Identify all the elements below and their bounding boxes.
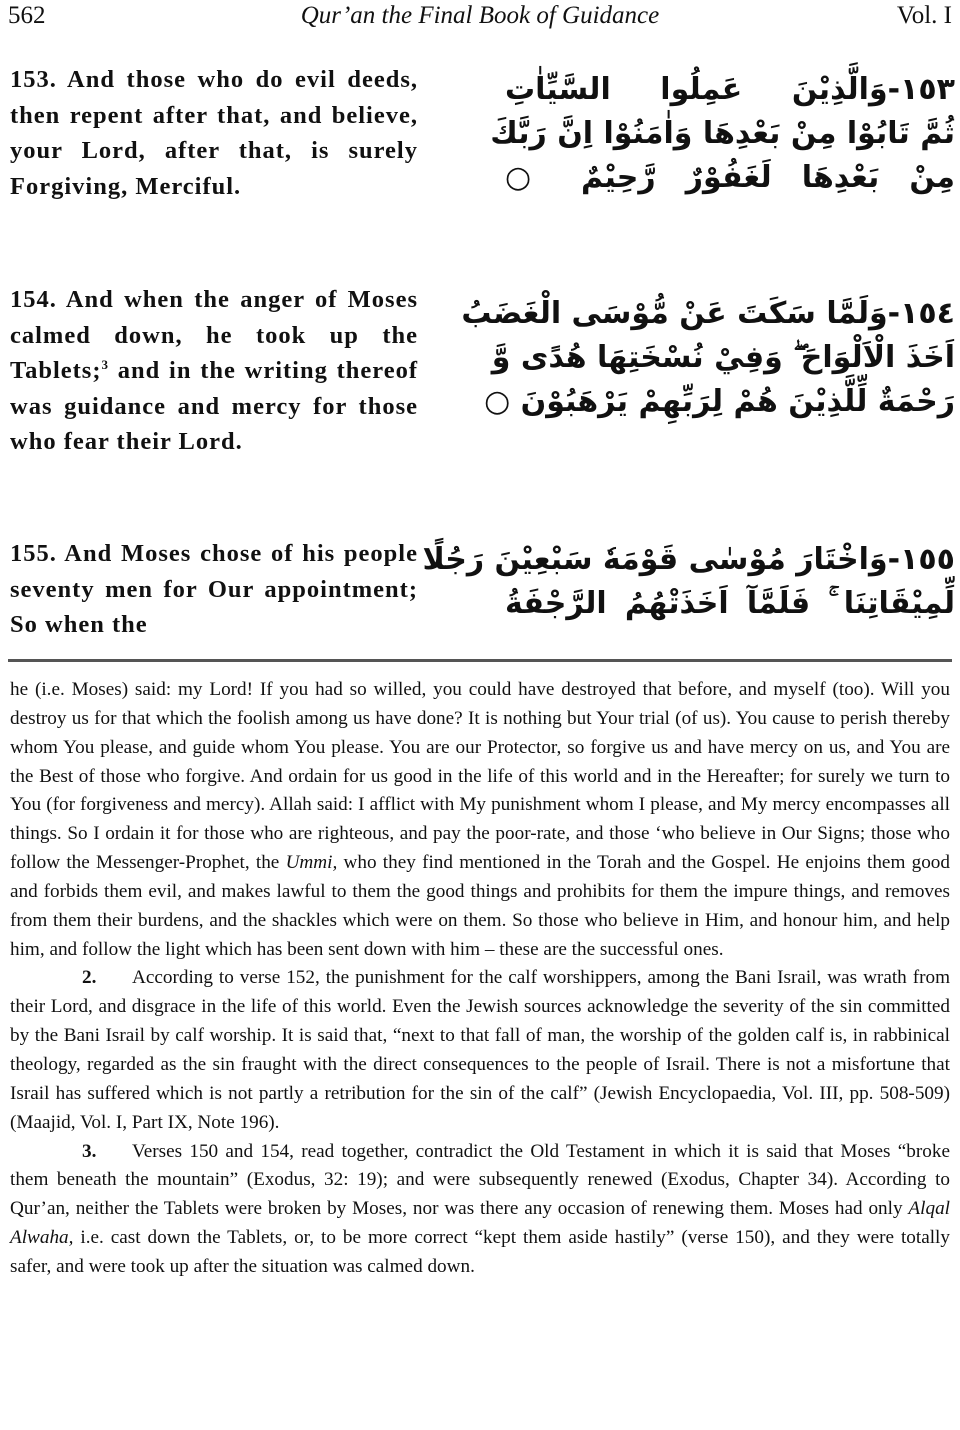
verse-continuation	[10, 676, 950, 964]
continuation-text: he (i.e. Moses) said: my Lord! If you had so willed, you could have destroyed that before, and myself (too). Will you destroy us for that which the foolish among us have done? It is nothing but Your trial (of us). You cause to perish thereby whom You please, and guide whom You please. You are our Protector, so forgive us and have mercy on us, and You are the Best of those who forgive. And ordain for us good in the life of this world and in the Hereafter; for surely we turn to You (for forgiveness and mercy). Allah said: I afflict with My punishment whom I please, and My mercy encompasses all things. So I ordain it for those who are righteous, and pay the poor-rate, and those ‘who believe in Our Signs; those who follow the Messenger-Prophet, the	[10, 679, 950, 874]
arabic-line: مِنْ بَعْدِهَا لَغَفُوْرٌ رَّحِيْمٌ ○	[505, 160, 955, 195]
note-text: Verses 150 and 154, read together, contradict the Old Testament in which it is said that Moses “broke them beneath the mountain” (Exodus, 32: 19); and were subsequently renewed (Exodus, Chapter 34). According to Qur’an, neither the Tablets were broken by Moses, nor was there any occasion of renewing them. Moses had only	[10, 1140, 950, 1220]
arabic-line: ١٥٤-وَلَمَّا سَكَتَ عَنْ مُّوْسَى الْغَضَبُ	[461, 296, 955, 331]
arabic-line: اَخَذَ الْاَلْوَاحَ ۖ وَفِيْ نُسْخَتِهَا هُدًى وَّ	[491, 340, 955, 375]
note-3	[10, 1138, 950, 1282]
arabic-line: رَحْمَةٌ لِّلَّذِيْنَ هُمْ لِرَبِّهِمْ يَرْهَبُوْنَ ○	[484, 384, 955, 419]
verse-text-part: and in the writing thereof was guidance and mercy for those who fear their Lord.	[10, 357, 418, 455]
note-text: i.e. cast down the Tablets, or, to be more correct “kept them aside hastily” (verse 150), and they were totally safer, and were took up after the situation was calmed down.	[10, 1227, 950, 1277]
verse-154	[0, 282, 960, 502]
verse-153	[0, 62, 960, 242]
commentary-notes	[10, 676, 950, 1282]
section-divider	[8, 659, 952, 662]
verse-translation	[10, 282, 418, 460]
note-number: 3.	[82, 1140, 97, 1162]
arabic-line: ١٥٥-وَاخْتَارَ مُوْسٰى قَوْمَهٗ سَبْعِيْنَ رَجُلًا	[422, 542, 955, 577]
note-text: According to verse 152, the punishment for the calf worshippers, among the Bani Israil, was wrath from their Lord, and disgrace in the life of this world. Even the Jewish sources acknowledge the severity of the sin committed by the Bani Israil by calf worship. It is said that, “next to that fall of man, the worship of the golden calf is, in rabbinical theology, regarded as the sin fraught with the direct consequences to the people of Israil. There is not a misfortune that Israil has suffered which is not partly a retribution for the sin of the calf” (Jewish Encyclopaedia, Vol. III, pp. 508-509) (Maajid, Vol. I, Part IX, Note 196).	[10, 967, 950, 1133]
continuation-text: who they find mentioned in the Torah and the Gospel. He enjoins them good and forbids them evil, and makes lawful to them the good things and prohibits for them the impure things, and removes from them their burdens, and the shackles which were on them. So those who believe in Him, and honour him, and help him, and follow the light which has been sent down with him – these are the successful ones.	[10, 852, 950, 960]
arabic-line: لِّمِيْقَاتِنَا ۚ فَلَمَّآ اَخَذَتْهُمُ الرَّجْفَةُ	[505, 586, 955, 621]
note-2	[10, 964, 950, 1137]
footnote-reference: 3	[101, 356, 110, 372]
verse-text-part: 154. And when the anger of Moses calmed down, he took up the Tablets;	[10, 286, 418, 384]
page-header	[0, 0, 960, 40]
verse-155	[0, 536, 960, 656]
verse-translation: 153. And those who do evil deeds, then repent after that, and believe, your Lord, after that, is surely Forgiving, Merciful.	[10, 66, 418, 200]
arabic-line: ثُمَّ تَابُوْا مِنْ بَعْدِهَا وَاٰمَنُوْا اِنَّ رَبَّكَ	[490, 116, 955, 151]
verse-arabic	[461, 292, 955, 424]
volume-label: Vol. I	[896, 2, 952, 29]
page-number: 562	[8, 2, 46, 29]
verse-arabic	[422, 538, 955, 626]
italic-term: Alqal Alwaha,	[10, 1198, 950, 1249]
verse-translation: 155. And Moses chose of his people seventy men for Our appointment; So when the	[10, 540, 418, 638]
italic-term: Ummi,	[285, 852, 338, 874]
verse-arabic	[490, 68, 955, 200]
note-number: 2.	[82, 967, 97, 989]
arabic-line: ١٥٣-وَالَّذِيْنَ عَمِلُوا السَّيِّاٰتِ	[505, 72, 955, 107]
book-title: Qur’an the Final Book of Guidance	[300, 2, 660, 29]
